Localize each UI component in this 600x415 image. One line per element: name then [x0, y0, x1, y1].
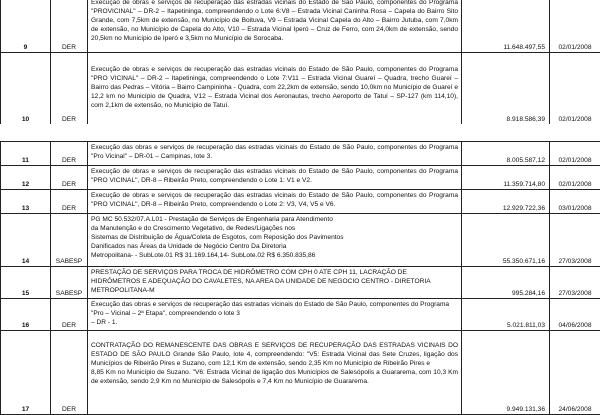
description-cell: PG MC 50.532/07.A.L01 - Prestação de Serviços de Engenharia para Atendimento da Manutenção e do Crescimento Vegetativo, de Redes/Ligações nos Sistemas de Distribuição de Água/Coleta de Esgotos, com Reposição dos Pavimentos Danificados nas Áreas da Unidade de Negócio Centro Da Diretoria Metropolitana- - SubLote.01 R$ 31.169.164,14- SubLote.02 R$ 6.350.835,86 [88, 214, 462, 267]
description-cell: Execução de obras e serviços de recuperação das estradas vicinais do Estado de São Paulo, componentes do Programa "PROVICINAL" – DR-2 – Itapetininga, compreendendo o Lote 6:V8 – Estrada Vicinal Caninha Rosa – Capela do Bairro Sito Grande, com 7,5km de extensão, no Município de Boituva, V9 – Estrada Vicinal Capela do Alto – Bairro Jutuba, com 7,0km de extensão, no Município de Capela do Alto, V10 – Estrada Vicinal Iperó – Cruz de Ferro, com 24,0km de extensão, sendo 20,5km no Município de Iperó e 3,5km no Município de Sorocaba. [88, 0, 462, 53]
row-number: 11 [1, 142, 51, 166]
value-cell: 11.359.714,80 [462, 166, 550, 190]
row-number: 17 [1, 331, 51, 415]
value-cell: 9.949.131,36 [462, 331, 550, 415]
value-cell: 8.005.587,12 [462, 142, 550, 166]
date-cell: 02/01/2008 [550, 0, 600, 53]
description-cell: Execução de obras e serviços de recuperação das estradas vicinais do Estado de São Paulo, componentes do Programa "PRO VICINAL", DR-8 – Ribeirão Preto, compreendendo o Lote 2: V3, V4, V5 e V6. [88, 190, 462, 214]
row-number: 10 [1, 53, 51, 125]
page-break [0, 124, 600, 136]
table-row [1, 142, 600, 166]
table-row [1, 190, 600, 214]
agency-cell: DER [51, 0, 88, 53]
agency-cell: DER [51, 331, 88, 415]
value-cell: 11.648.497,55 [462, 0, 550, 53]
date-cell: 04/06/2008 [550, 299, 600, 331]
description-cell: PRESTAÇÃO DE SERVIÇOS PARA TROCA DE HIDRÔMETRO COM CPH 0 ATE CPH 11, LACRAÇÃO DE HIDRÔMETROS E ADEQUAÇÃO DO CAVALETES, NA AREA DA UNIDADE DE NEGOCIO CENTRO - DIRETORIA METROPOLITANA-M [88, 267, 462, 299]
agency-cell: DER [51, 190, 88, 214]
description-cell: Execução das obras e serviços de recuperação das estradas vicinais do Estado de São Paulo, componentes do Programa "Pro Vicinal" – DR-01 – Campinas, lote 3. [88, 142, 462, 166]
value-cell: 55.350.671,16 [462, 214, 550, 267]
date-cell: 02/01/2008 [550, 142, 600, 166]
agency-cell: SABESP [51, 214, 88, 267]
description-cell: Execução das obras e serviços de recuperação das estradas vicinais do Estado de São Paulo, componentes do Programa "Pro – Vicinal – 2ª Etapa", compreendendo o lote 3 – DR - 1. [88, 299, 462, 331]
value-cell: 12.929.722,36 [462, 190, 550, 214]
table-row [1, 267, 600, 299]
value-cell: 8.918.586,39 [462, 53, 550, 125]
date-cell: 02/01/2008 [550, 166, 600, 190]
date-cell: 03/01/2008 [550, 190, 600, 214]
value-cell: 995.284,16 [462, 267, 550, 299]
agency-cell: SABESP [51, 267, 88, 299]
row-number: 16 [1, 299, 51, 331]
row-number: 15 [1, 267, 51, 299]
contracts-table-page-1 [0, 0, 600, 125]
date-cell: 24/06/2008 [550, 331, 600, 415]
description-cell: Execução de obras e serviços de recuperação das estradas vicinais do Estado de São Paulo, componentes do Programa "PRO VICINAL" – DR-2 – Itapetininga, compreendendo o Lote 7:V11 – Estrada Vicinal Guareí – Quadra, trecho Guareí – Bairro das Pedras – Vitória – Bairro Campininha - Quadra, com 22,2km de extensão, sendo 10,0km no Município de Guareí e 12,2 km no Município de Quadra, V12 – Estrada Vicinal dos Aeronautas, trecho Aeroporto de Tatuí – SP-127 (km 114,10), com 2,1km de extensão, no Município de Tatuí. [88, 53, 462, 125]
table-row [1, 299, 600, 331]
row-number: 14 [1, 214, 51, 267]
value-cell: 5.021.811,03 [462, 299, 550, 331]
table-row [1, 0, 600, 53]
table-row [1, 53, 600, 125]
date-cell: 27/03/2008 [550, 214, 600, 267]
agency-cell: DER [51, 299, 88, 331]
date-cell: 27/03/2008 [550, 267, 600, 299]
table-row [1, 331, 600, 415]
row-number: 13 [1, 190, 51, 214]
agency-cell: DER [51, 53, 88, 125]
contracts-table-page-2 [0, 141, 600, 415]
agency-cell: DER [51, 142, 88, 166]
row-number: 12 [1, 166, 51, 190]
description-cell: Execução de obras e serviços de recuperação das estradas vicinais do Estado de São Paulo, componentes do Programa "PRO VICINAL", DR-8 – Ribeirão Preto, compreendendo o Lote 1: V1 e V2. [88, 166, 462, 190]
agency-cell: DER [51, 166, 88, 190]
date-cell: 02/01/2008 [550, 53, 600, 125]
description-cell: CONTRATAÇÃO DO REMANESCENTE DAS OBRAS E SERVIÇOS DE RECUPERAÇÃO DAS ESTRADAS VICINAIS DO ESTADO DE SÃO PAULO Grande São Paulo, lote 4, compreendendo: "V5: Estrada Vicinal das Sete Cruzes, ligação dos Municípios de Ribeirão Pires e Suzano, com 12,1 Km de extensão, sendo 2,35 Km no Município de Ribeirão Pires e 8,85 Km no Município de Suzano. "V6: Estrada Vicinal de ligação dos Municípios de Salesópolis a Guararema, com 10,3 Km de extensão, sendo 2,9 Km no Município de Salesópolis e 7,4 Km no Município de Guararema. [88, 331, 462, 415]
table-row [1, 166, 600, 190]
table-row [1, 214, 600, 267]
row-number: 9 [1, 0, 51, 53]
